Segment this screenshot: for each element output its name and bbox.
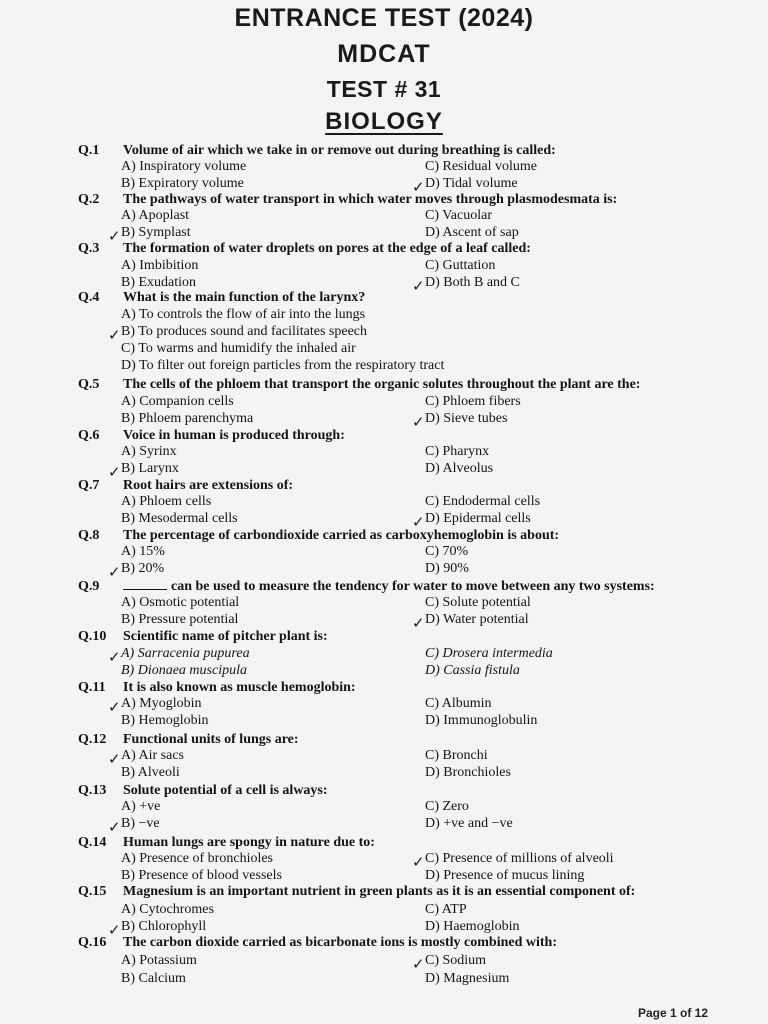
answer-tick-icon: ✓ (412, 853, 425, 871)
question-text: What is the main function of the larynx? (123, 290, 366, 305)
option-a: A) Presence of bronchioles (121, 851, 274, 866)
answer-tick-icon: ✓ (412, 955, 425, 973)
option-b: B) Calcium (121, 971, 186, 986)
question-number: Q.9 (78, 579, 100, 594)
answer-tick-icon: ✓ (412, 277, 425, 295)
question-text: The pathways of water transport in which water moves through plasmodesmata is: (123, 192, 618, 207)
option-d: D) Haemoglobin (425, 919, 520, 934)
option-c: C) Albumin (425, 696, 492, 711)
question-text: Solute potential of a cell is always: (123, 783, 328, 798)
option-a: A) Imbibition (121, 258, 199, 273)
answer-tick-icon: ✓ (108, 818, 121, 836)
option-b: B) −ve (121, 816, 160, 831)
option-d: D) 90% (425, 561, 469, 576)
option-d: D) Tidal volume (425, 176, 518, 191)
option-b: B) Expiratory volume (121, 176, 244, 191)
question-text: Scientific name of pitcher plant is: (123, 629, 328, 644)
question-text: Root hairs are extensions of: (123, 478, 294, 493)
question-text: The cells of the phloem that transport the organic solutes throughout the plant are the: (123, 377, 641, 392)
question-number: Q.10 (78, 629, 107, 644)
answer-tick-icon: ✓ (412, 614, 425, 632)
option-b: B) Symplast (121, 225, 191, 240)
question-text: The formation of water droplets on pores at the edge of a leaf called: (123, 241, 531, 256)
option-a: A) +ve (121, 799, 161, 814)
test-number: TEST # 31 (326, 76, 442, 102)
answer-tick-icon: ✓ (108, 698, 121, 716)
option-b: B) Phloem parenchyma (121, 411, 254, 426)
answer-tick-icon: ✓ (108, 648, 121, 666)
option-d: D) Both B and C (425, 275, 520, 290)
option-c: C) Presence of millions of alveoli (425, 851, 614, 866)
option-c: C) To warms and humidify the inhaled air (121, 341, 356, 356)
option-b: B) Presence of blood vessels (121, 868, 282, 883)
question-number: Q.1 (78, 143, 100, 158)
question-number: Q.8 (78, 528, 100, 543)
answer-tick-icon: ✓ (108, 463, 121, 481)
question-number: Q.3 (78, 241, 100, 256)
page-number: Page 1 of 12 (637, 1006, 708, 1020)
option-d: D) Sieve tubes (425, 411, 508, 426)
question-text: It is also known as muscle hemoglobin: (123, 680, 356, 695)
option-a: A) To controls the flow of air into the lungs (121, 307, 366, 322)
option-d: D) Bronchioles (425, 765, 511, 780)
question-text: Human lungs are spongy in nature due to: (123, 835, 375, 850)
option-c: C) ATP (425, 902, 467, 917)
option-d: D) To filter out foreign particles from the respiratory tract (121, 358, 445, 373)
option-c: C) Guttation (425, 258, 496, 273)
option-c: C) Vacuolar (425, 208, 492, 223)
question-number: Q.11 (78, 680, 106, 695)
option-b: B) Mesodermal cells (121, 511, 238, 526)
option-a: A) Osmotic potential (121, 595, 240, 610)
exam-name: MDCAT (337, 40, 431, 68)
option-c: C) Solute potential (425, 595, 531, 610)
option-a: A) Air sacs (121, 748, 184, 763)
option-a: A) Inspiratory volume (121, 159, 247, 174)
option-a: A) Cytochromes (121, 902, 214, 917)
option-c: C) Sodium (425, 953, 487, 968)
option-b: B) Hemoglobin (121, 713, 209, 728)
option-c: C) Residual volume (425, 159, 537, 174)
option-d: D) Cassia fistula (425, 663, 520, 678)
option-b: B) Alveoli (121, 765, 180, 780)
question-number: Q.6 (78, 428, 100, 443)
question-text: The percentage of carbondioxide carried as carboxyhemoglobin is about: (123, 528, 560, 543)
question-number: Q.15 (78, 884, 107, 899)
option-d: D) Magnesium (425, 971, 510, 986)
answer-tick-icon: ✓ (412, 178, 425, 196)
answer-tick-icon: ✓ (412, 413, 425, 431)
option-a: A) Syrinx (121, 444, 177, 459)
subject-heading: BIOLOGY (325, 108, 443, 135)
question-number: Q.13 (78, 783, 107, 798)
question-number: Q.4 (78, 290, 100, 305)
option-c: C) Bronchi (425, 748, 488, 763)
option-d: D) Presence of mucus lining (425, 868, 585, 883)
exam-title: ENTRANCE TEST (2024) (234, 4, 534, 32)
option-a: A) Apoplast (121, 208, 190, 223)
option-b: B) To produces sound and facilitates speech (121, 324, 368, 339)
option-c: C) Zero (425, 799, 469, 814)
option-d: D) +ve and −ve (425, 816, 513, 831)
question-number: Q.16 (78, 935, 107, 950)
option-a: A) Myoglobin (121, 696, 202, 711)
option-b: B) Larynx (121, 461, 179, 476)
option-d: D) Epidermal cells (425, 511, 531, 526)
option-a: A) Phloem cells (121, 494, 212, 509)
option-c: C) Phloem fibers (425, 394, 521, 409)
answer-tick-icon: ✓ (108, 750, 121, 768)
option-b: B) 20% (121, 561, 165, 576)
option-b: B) Exudation (121, 275, 197, 290)
question-number: Q.12 (78, 732, 107, 747)
question-text: The carbon dioxide carried as bicarbonate ions is mostly combined with: (123, 935, 558, 950)
option-a: A) Companion cells (121, 394, 234, 409)
option-a: A) Sarracenia pupurea (121, 646, 250, 661)
option-d: D) Immunoglobulin (425, 713, 538, 728)
option-c: C) Drosera intermedia (425, 646, 553, 661)
answer-tick-icon: ✓ (412, 513, 425, 531)
question-text: can be used to measure the tendency for water to move between any two systems: (123, 579, 655, 595)
option-d: D) Ascent of sap (425, 225, 519, 240)
fill-in-blank (123, 579, 167, 590)
question-number: Q.14 (78, 835, 107, 850)
answer-tick-icon: ✓ (108, 563, 121, 581)
answer-tick-icon: ✓ (108, 326, 121, 344)
question-number: Q.2 (78, 192, 100, 207)
option-a: A) Potassium (121, 953, 197, 968)
question-number: Q.5 (78, 377, 100, 392)
option-d: D) Water potential (425, 612, 529, 627)
option-a: A) 15% (121, 544, 165, 559)
option-b: B) Chlorophyll (121, 919, 207, 934)
question-number: Q.7 (78, 478, 100, 493)
question-text: Functional units of lungs are: (123, 732, 299, 747)
question-text: Volume of air which we take in or remove out during breathing is called: (123, 143, 556, 158)
option-b: B) Pressure potential (121, 612, 239, 627)
option-c: C) Endodermal cells (425, 494, 541, 509)
question-text: Voice in human is produced through: (123, 428, 345, 443)
option-b: B) Dionaea muscipula (121, 663, 247, 678)
question-text: Magnesium is an important nutrient in green plants as it is an essential component of: (123, 884, 636, 899)
answer-tick-icon: ✓ (108, 227, 121, 245)
option-c: C) 70% (425, 544, 469, 559)
option-d: D) Alveolus (425, 461, 494, 476)
option-c: C) Pharynx (425, 444, 490, 459)
answer-tick-icon: ✓ (108, 921, 121, 939)
